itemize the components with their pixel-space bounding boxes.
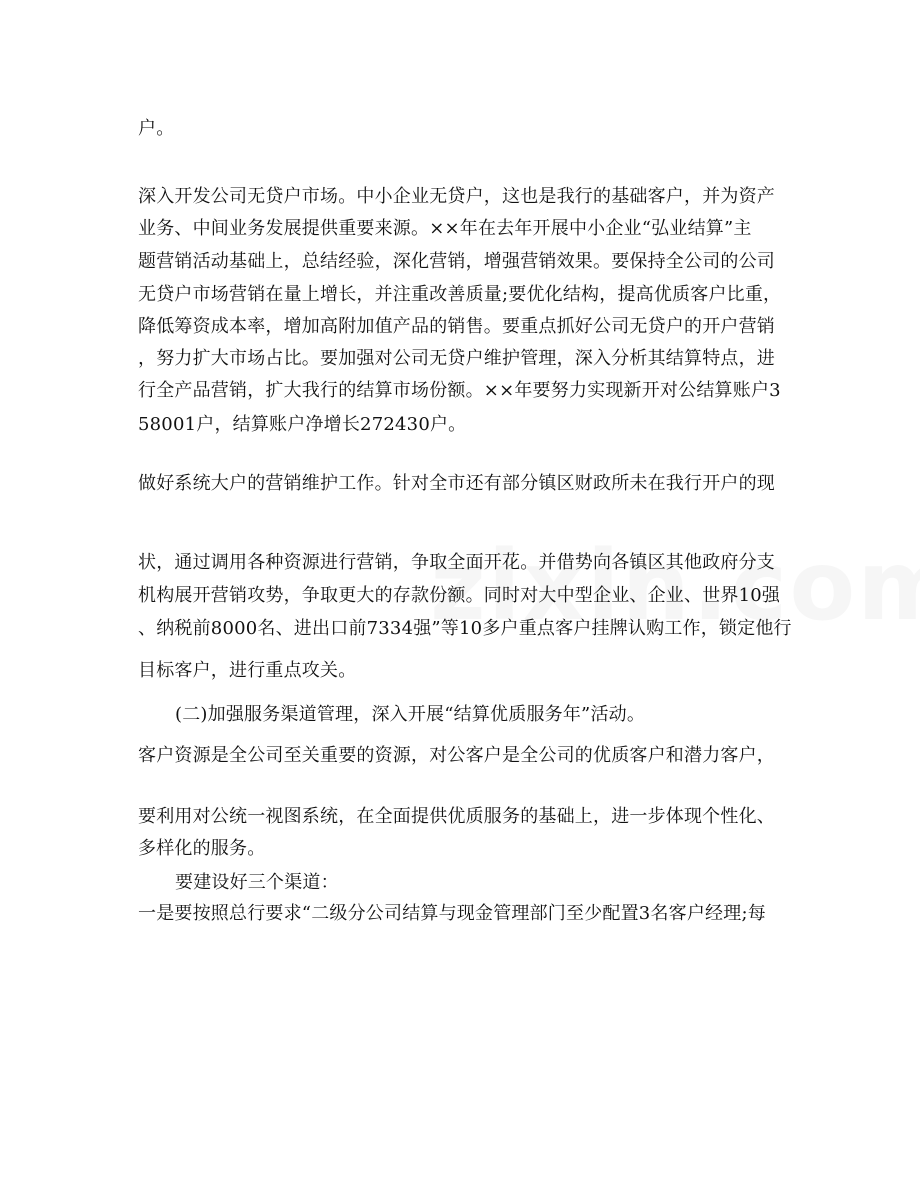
text-line: 行全产品营销，扩大我行的结算市场份额。××年要努力实现新开对公结算账户3 — [138, 380, 781, 401]
text-line: 降低筹资成本率，增加高附加值产品的销售。要重点抓好公司无贷户的开户营销 — [138, 316, 775, 337]
text-line: 深入开发公司无贷户市场。中小企业无贷户，这也是我行的基础客户，并为资产 — [138, 186, 775, 207]
text-line: ，努力扩大市场占比。要加强对公司无贷户维护管理，深入分析其结算特点，进 — [138, 348, 775, 369]
text-line: 多样化的服务。 — [138, 838, 266, 859]
text-line: 58001户，结算账户净增长272430户。 — [138, 414, 467, 435]
text-line: 户。 — [138, 118, 175, 139]
text-line: 、纳税前8000名、进出口前7334强”等10多户重点客户挂牌认购工作，锁定他行 — [138, 618, 792, 639]
text-line: 一是要按照总行要求“二级分公司结算与现金管理部门至少配置3名客户经理;每 — [138, 903, 766, 924]
text-line: 无贷户市场营销在量上增长，并注重改善质量;要优化结构，提高优质客户比重， — [138, 284, 782, 305]
text-line: 要建设好三个渠道： — [175, 872, 339, 893]
text-line: 要利用对公统一视图系统，在全面提供优质服务的基础上，进一步体现个性化、 — [138, 806, 775, 827]
text-line: 做好系统大户的营销维护工作。针对全市还有部分镇区财政所未在我行开户的现 — [138, 473, 775, 494]
text-line: 机构展开营销攻势，争取更大的存款份额。同时对大中型企业、企业、世界10强 — [138, 585, 781, 606]
text-line: 状，通过调用各种资源进行营销，争取全面开花。并借势向各镇区其他政府分支 — [138, 552, 775, 573]
section-heading: (二)加强服务渠道管理，深入开展“结算优质服务年”活动。 — [175, 704, 646, 725]
text-line: 客户资源是全公司至关重要的资源，对公客户是全公司的优质客户和潜力客户， — [138, 745, 775, 766]
text-line: 题营销活动基础上，总结经验，深化营销，增强营销效果。要保持全公司的公司 — [138, 251, 775, 272]
text-line: 目标客户，进行重点攻关。 — [138, 660, 357, 681]
text-line: 业务、中间业务发展提供重要来源。××年在去年开展中小企业“弘业结算”主 — [138, 218, 752, 239]
